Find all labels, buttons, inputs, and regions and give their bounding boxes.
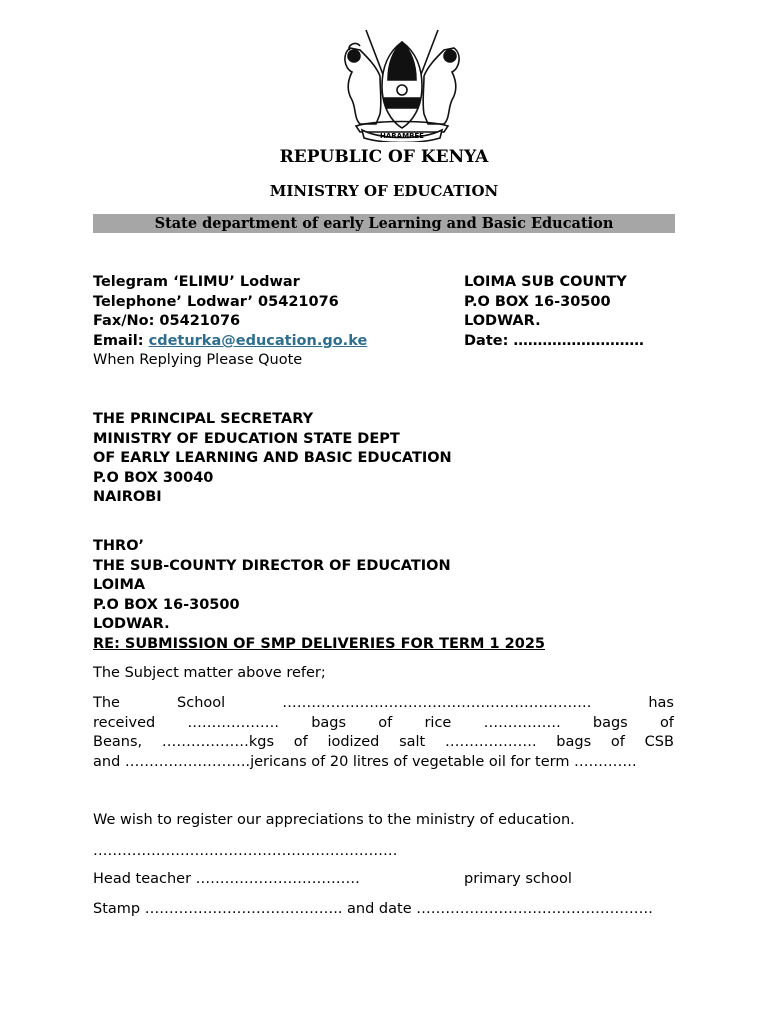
paragraph-word: Beans, bbox=[93, 734, 143, 750]
paragraph-word: bags bbox=[592, 714, 628, 731]
paragraph-word: bags bbox=[311, 714, 347, 731]
paragraph-word: bags bbox=[556, 734, 592, 750]
recipient-line: P.O BOX 30040 bbox=[93, 470, 214, 486]
paragraph-word: ……………. bbox=[483, 714, 561, 731]
kenya-coat-of-arms bbox=[336, 28, 468, 142]
paragraph-word: and ……………………..jericans of 20 litres of vegetable oil for term …………. bbox=[93, 753, 637, 770]
email-link[interactable]: cdeturka@education.go.ke bbox=[148, 333, 368, 349]
thro-line: LODWAR. bbox=[93, 616, 170, 632]
paragraph-word: iodized bbox=[327, 734, 380, 750]
paragraph-line bbox=[93, 753, 674, 773]
appreciation-text: We wish to register our appreciations to the ministry of education. bbox=[93, 812, 575, 828]
paragraph-line bbox=[93, 733, 674, 753]
date-line: Date: ……………………… bbox=[464, 333, 644, 349]
stamp-date-line: Stamp ………………………………….. and date …………………………………………. bbox=[93, 901, 653, 917]
email-label: Email: bbox=[93, 333, 149, 349]
recipient-line: OF EARLY LEARNING AND BASIC EDUCATION bbox=[93, 450, 452, 466]
paragraph-line bbox=[93, 694, 674, 714]
department-banner bbox=[93, 214, 675, 233]
email-line bbox=[93, 332, 367, 352]
paragraph-word: of bbox=[378, 714, 393, 731]
telephone-line: Telephone’ Lodwar’ 05421076 bbox=[93, 294, 339, 310]
recipient-line: NAIROBI bbox=[93, 489, 162, 505]
crest-motto: HARAMBEE bbox=[380, 132, 424, 140]
po-box-line: P.O BOX 16-30500 bbox=[464, 294, 611, 310]
paragraph-word: of bbox=[610, 734, 625, 750]
paragraph-word: received bbox=[93, 714, 156, 731]
paragraph-word: has bbox=[648, 695, 674, 711]
paragraph-word: ………………. bbox=[187, 714, 280, 731]
thro-line: THE SUB-COUNTY DIRECTOR OF EDUCATION bbox=[93, 558, 451, 574]
paragraph-line bbox=[93, 714, 674, 734]
head-teacher-line: Head teacher ……………………………. bbox=[93, 871, 360, 887]
paragraph-word: ………………kgs bbox=[161, 734, 274, 750]
primary-school-label: primary school bbox=[464, 871, 572, 887]
signature-dots: ……………………………………………………… bbox=[93, 843, 398, 859]
sub-county-line: LOIMA SUB COUNTY bbox=[464, 274, 627, 290]
deliveries-paragraph bbox=[93, 694, 674, 772]
thro-line: P.O BOX 16-30500 bbox=[93, 597, 240, 613]
paragraph-word: salt bbox=[399, 734, 426, 750]
recipient-line: THE PRINCIPAL SECRETARY bbox=[93, 411, 314, 427]
intro-text: The Subject matter above refer; bbox=[93, 665, 326, 681]
ministry-title: MINISTRY OF EDUCATION bbox=[269, 182, 499, 200]
paragraph-word: ………………. bbox=[444, 734, 537, 750]
recipient-line: MINISTRY OF EDUCATION STATE DEPT bbox=[93, 431, 400, 447]
telegram-line: Telegram ‘ELIMU’ Lodwar bbox=[93, 274, 300, 290]
subject-line: RE: SUBMISSION OF SMP DELIVERIES FOR TERM 1 2025 bbox=[93, 636, 546, 652]
town-line: LODWAR. bbox=[464, 313, 541, 329]
paragraph-word: CSB bbox=[644, 734, 674, 750]
thro-line: THRO’ bbox=[93, 538, 145, 554]
paragraph-word: ………………………………………………………. bbox=[282, 695, 592, 711]
department-title: State department of early Learning and Basic Education bbox=[154, 215, 614, 232]
paragraph-word: of bbox=[659, 714, 674, 731]
paragraph-word: The bbox=[93, 695, 120, 711]
country-title: REPUBLIC OF KENYA bbox=[279, 147, 489, 167]
paragraph-word: rice bbox=[424, 714, 452, 731]
quote-line: When Replying Please Quote bbox=[93, 352, 303, 368]
paragraph-word: School bbox=[177, 695, 226, 711]
paragraph-word: of bbox=[293, 734, 308, 750]
thro-line: LOIMA bbox=[93, 577, 146, 593]
fax-line: Fax/No: 05421076 bbox=[93, 313, 241, 329]
